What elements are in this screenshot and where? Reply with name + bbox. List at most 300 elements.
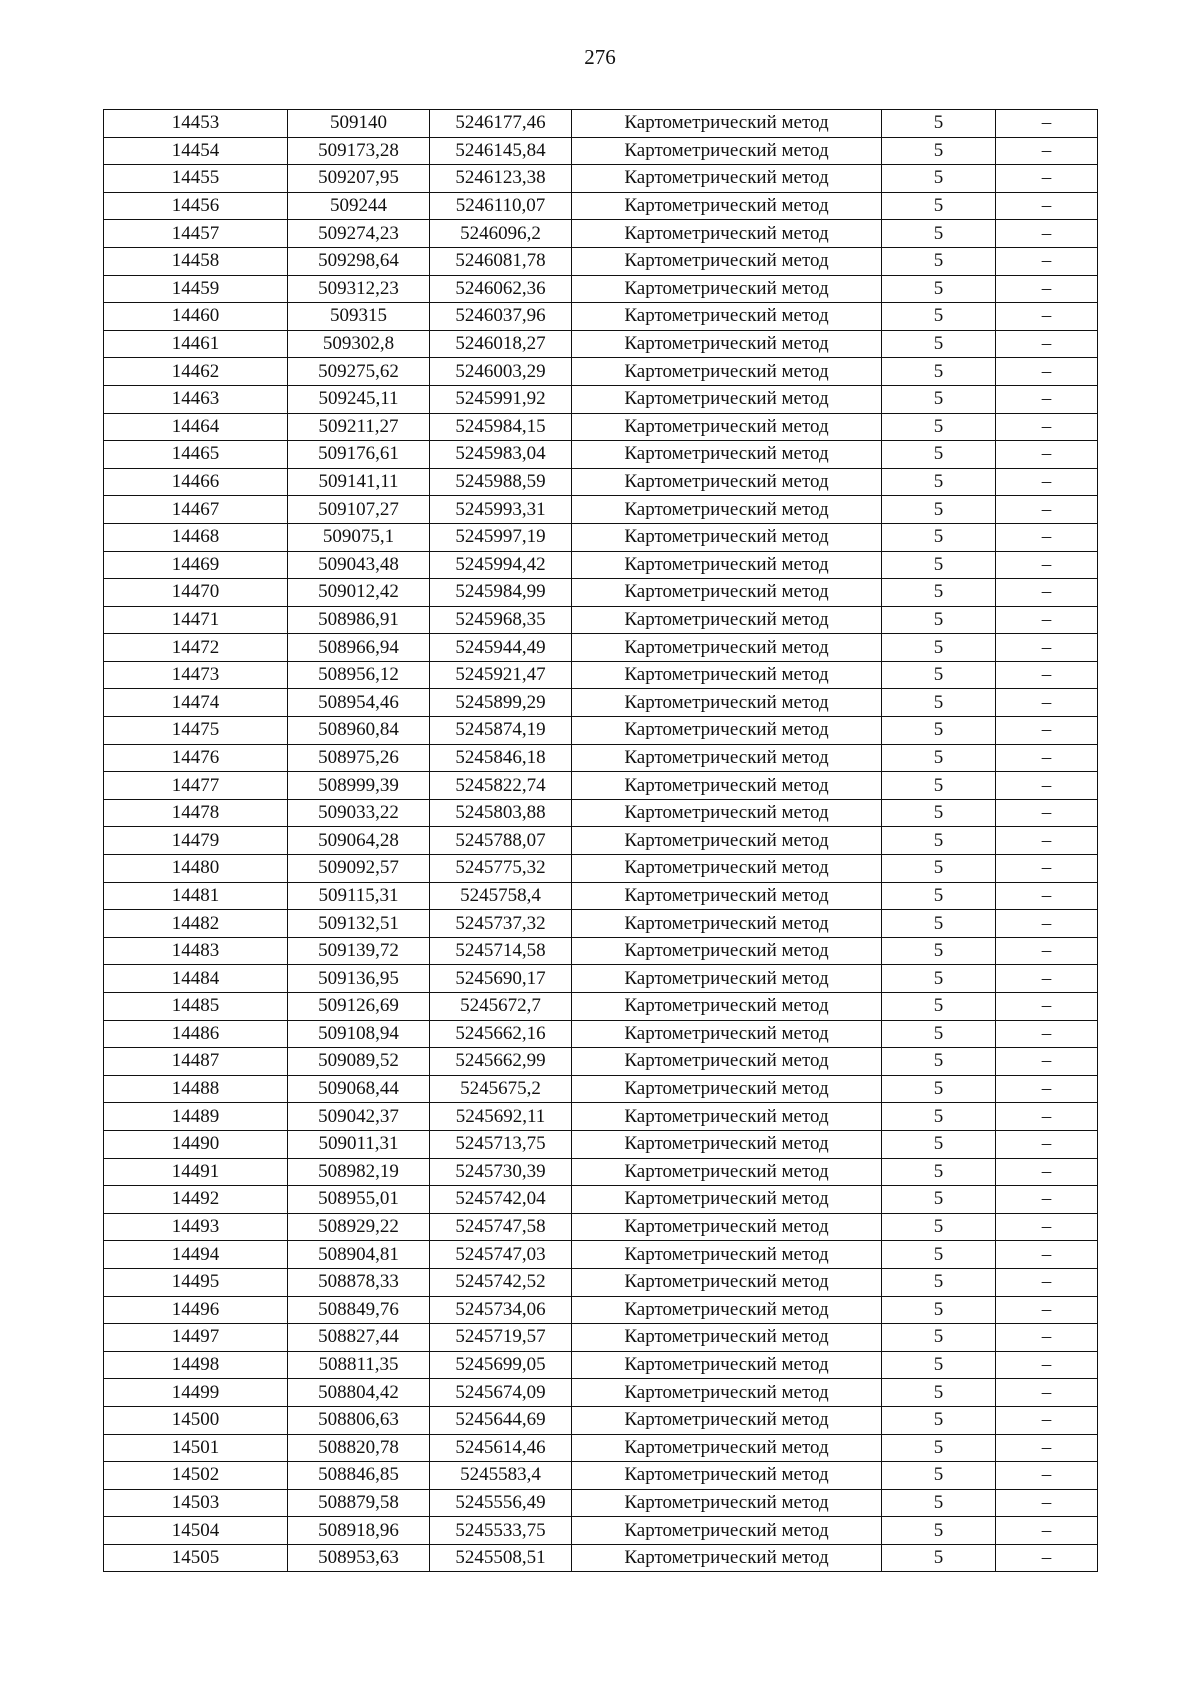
x-coordinate-cell: 508806,63 <box>288 1406 430 1434</box>
method-cell: Картометрический метод <box>572 551 882 579</box>
point-number-cell: 14504 <box>104 1517 288 1545</box>
x-coordinate-cell: 509043,48 <box>288 551 430 579</box>
method-cell: Картометрический метод <box>572 385 882 413</box>
note-cell: – <box>996 965 1098 993</box>
table-row <box>104 1351 1098 1379</box>
table-row <box>104 772 1098 800</box>
accuracy-cell: 5 <box>882 1075 996 1103</box>
table-row <box>104 634 1098 662</box>
method-cell: Картометрический метод <box>572 1213 882 1241</box>
x-coordinate-cell: 509211,27 <box>288 413 430 441</box>
table-row <box>104 110 1098 138</box>
note-cell: – <box>996 303 1098 331</box>
point-number-cell: 14487 <box>104 1048 288 1076</box>
y-coordinate-cell: 5245730,39 <box>430 1158 572 1186</box>
y-coordinate-cell: 5245788,07 <box>430 827 572 855</box>
table-row <box>104 1324 1098 1352</box>
table-row <box>104 385 1098 413</box>
note-cell: – <box>996 110 1098 138</box>
accuracy-cell: 5 <box>882 882 996 910</box>
method-cell: Картометрический метод <box>572 1489 882 1517</box>
table-row <box>104 413 1098 441</box>
method-cell: Картометрический метод <box>572 1186 882 1214</box>
point-number-cell: 14476 <box>104 744 288 772</box>
table-row <box>104 910 1098 938</box>
table-row <box>104 661 1098 689</box>
method-cell: Картометрический метод <box>572 689 882 717</box>
method-cell: Картометрический метод <box>572 1462 882 1490</box>
note-cell: – <box>996 1075 1098 1103</box>
table-row <box>104 689 1098 717</box>
method-cell: Картометрический метод <box>572 1103 882 1131</box>
y-coordinate-cell: 5245993,31 <box>430 496 572 524</box>
x-coordinate-cell: 508954,46 <box>288 689 430 717</box>
x-coordinate-cell: 509136,95 <box>288 965 430 993</box>
y-coordinate-cell: 5245983,04 <box>430 441 572 469</box>
table-row <box>104 137 1098 165</box>
accuracy-cell: 5 <box>882 1268 996 1296</box>
x-coordinate-cell: 508820,78 <box>288 1434 430 1462</box>
note-cell: – <box>996 606 1098 634</box>
x-coordinate-cell: 508982,19 <box>288 1158 430 1186</box>
accuracy-cell: 5 <box>882 413 996 441</box>
y-coordinate-cell: 5246177,46 <box>430 110 572 138</box>
note-cell: – <box>996 137 1098 165</box>
x-coordinate-cell: 508846,85 <box>288 1462 430 1490</box>
method-cell: Картометрический метод <box>572 965 882 993</box>
x-coordinate-cell: 509245,11 <box>288 385 430 413</box>
point-number-cell: 14463 <box>104 385 288 413</box>
x-coordinate-cell: 509033,22 <box>288 799 430 827</box>
x-coordinate-cell: 508849,76 <box>288 1296 430 1324</box>
point-number-cell: 14466 <box>104 468 288 496</box>
point-number-cell: 14479 <box>104 827 288 855</box>
note-cell: – <box>996 523 1098 551</box>
y-coordinate-cell: 5246062,36 <box>430 275 572 303</box>
point-number-cell: 14498 <box>104 1351 288 1379</box>
method-cell: Картометрический метод <box>572 579 882 607</box>
x-coordinate-cell: 509126,69 <box>288 993 430 1021</box>
note-cell: – <box>996 551 1098 579</box>
x-coordinate-cell: 509075,1 <box>288 523 430 551</box>
y-coordinate-cell: 5245994,42 <box>430 551 572 579</box>
accuracy-cell: 5 <box>882 523 996 551</box>
accuracy-cell: 5 <box>882 1406 996 1434</box>
accuracy-cell: 5 <box>882 579 996 607</box>
y-coordinate-cell: 5246110,07 <box>430 192 572 220</box>
x-coordinate-cell: 508986,91 <box>288 606 430 634</box>
x-coordinate-cell: 509274,23 <box>288 220 430 248</box>
table-row <box>104 1517 1098 1545</box>
accuracy-cell: 5 <box>882 1213 996 1241</box>
point-number-cell: 14480 <box>104 855 288 883</box>
x-coordinate-cell: 508879,58 <box>288 1489 430 1517</box>
note-cell: – <box>996 1324 1098 1352</box>
accuracy-cell: 5 <box>882 1434 996 1462</box>
accuracy-cell: 5 <box>882 385 996 413</box>
accuracy-cell: 5 <box>882 1020 996 1048</box>
accuracy-cell: 5 <box>882 220 996 248</box>
y-coordinate-cell: 5245944,49 <box>430 634 572 662</box>
accuracy-cell: 5 <box>882 1544 996 1572</box>
x-coordinate-cell: 508975,26 <box>288 744 430 772</box>
table-row <box>104 579 1098 607</box>
x-coordinate-cell: 509315 <box>288 303 430 331</box>
note-cell: – <box>996 1434 1098 1462</box>
note-cell: – <box>996 1020 1098 1048</box>
table-row <box>104 1379 1098 1407</box>
coordinates-table-body <box>104 110 1098 1572</box>
point-number-cell: 14470 <box>104 579 288 607</box>
method-cell: Картометрический метод <box>572 1351 882 1379</box>
point-number-cell: 14491 <box>104 1158 288 1186</box>
point-number-cell: 14477 <box>104 772 288 800</box>
y-coordinate-cell: 5245672,7 <box>430 993 572 1021</box>
y-coordinate-cell: 5246018,27 <box>430 330 572 358</box>
point-number-cell: 14497 <box>104 1324 288 1352</box>
table-row <box>104 468 1098 496</box>
note-cell: – <box>996 413 1098 441</box>
accuracy-cell: 5 <box>882 247 996 275</box>
note-cell: – <box>996 579 1098 607</box>
method-cell: Картометрический метод <box>572 110 882 138</box>
accuracy-cell: 5 <box>882 441 996 469</box>
accuracy-cell: 5 <box>882 165 996 193</box>
table-row <box>104 1020 1098 1048</box>
method-cell: Картометрический метод <box>572 165 882 193</box>
note-cell: – <box>996 1544 1098 1572</box>
y-coordinate-cell: 5245822,74 <box>430 772 572 800</box>
accuracy-cell: 5 <box>882 606 996 634</box>
x-coordinate-cell: 508918,96 <box>288 1517 430 1545</box>
accuracy-cell: 5 <box>882 496 996 524</box>
x-coordinate-cell: 509173,28 <box>288 137 430 165</box>
note-cell: – <box>996 855 1098 883</box>
method-cell: Картометрический метод <box>572 993 882 1021</box>
point-number-cell: 14503 <box>104 1489 288 1517</box>
table-row <box>104 1544 1098 1572</box>
point-number-cell: 14458 <box>104 247 288 275</box>
y-coordinate-cell: 5245719,57 <box>430 1324 572 1352</box>
accuracy-cell: 5 <box>882 330 996 358</box>
y-coordinate-cell: 5245968,35 <box>430 606 572 634</box>
x-coordinate-cell: 509068,44 <box>288 1075 430 1103</box>
note-cell: – <box>996 634 1098 662</box>
point-number-cell: 14456 <box>104 192 288 220</box>
point-number-cell: 14469 <box>104 551 288 579</box>
table-row <box>104 937 1098 965</box>
method-cell: Картометрический метод <box>572 882 882 910</box>
accuracy-cell: 5 <box>882 1130 996 1158</box>
x-coordinate-cell: 508878,33 <box>288 1268 430 1296</box>
accuracy-cell: 5 <box>882 689 996 717</box>
table-row <box>104 551 1098 579</box>
note-cell: – <box>996 385 1098 413</box>
x-coordinate-cell: 509140 <box>288 110 430 138</box>
note-cell: – <box>996 1048 1098 1076</box>
y-coordinate-cell: 5245699,05 <box>430 1351 572 1379</box>
x-coordinate-cell: 509207,95 <box>288 165 430 193</box>
y-coordinate-cell: 5245644,69 <box>430 1406 572 1434</box>
point-number-cell: 14453 <box>104 110 288 138</box>
method-cell: Картометрический метод <box>572 1020 882 1048</box>
note-cell: – <box>996 275 1098 303</box>
point-number-cell: 14496 <box>104 1296 288 1324</box>
table-row <box>104 799 1098 827</box>
table-row <box>104 1489 1098 1517</box>
method-cell: Картометрический метод <box>572 717 882 745</box>
y-coordinate-cell: 5246081,78 <box>430 247 572 275</box>
x-coordinate-cell: 509011,31 <box>288 1130 430 1158</box>
x-coordinate-cell: 509012,42 <box>288 579 430 607</box>
table-row <box>104 220 1098 248</box>
accuracy-cell: 5 <box>882 937 996 965</box>
method-cell: Картометрический метод <box>572 1324 882 1352</box>
y-coordinate-cell: 5245674,09 <box>430 1379 572 1407</box>
point-number-cell: 14460 <box>104 303 288 331</box>
y-coordinate-cell: 5246096,2 <box>430 220 572 248</box>
accuracy-cell: 5 <box>882 1296 996 1324</box>
note-cell: – <box>996 661 1098 689</box>
table-row <box>104 606 1098 634</box>
y-coordinate-cell: 5245758,4 <box>430 882 572 910</box>
method-cell: Картометрический метод <box>572 910 882 938</box>
note-cell: – <box>996 910 1098 938</box>
note-cell: – <box>996 192 1098 220</box>
point-number-cell: 14482 <box>104 910 288 938</box>
note-cell: – <box>996 1103 1098 1131</box>
x-coordinate-cell: 509107,27 <box>288 496 430 524</box>
accuracy-cell: 5 <box>882 1158 996 1186</box>
y-coordinate-cell: 5245984,15 <box>430 413 572 441</box>
page-number: 276 <box>584 45 616 69</box>
y-coordinate-cell: 5245713,75 <box>430 1130 572 1158</box>
x-coordinate-cell: 508955,01 <box>288 1186 430 1214</box>
method-cell: Картометрический метод <box>572 1075 882 1103</box>
x-coordinate-cell: 508827,44 <box>288 1324 430 1352</box>
point-number-cell: 14501 <box>104 1434 288 1462</box>
x-coordinate-cell: 509089,52 <box>288 1048 430 1076</box>
table-row <box>104 275 1098 303</box>
x-coordinate-cell: 508811,35 <box>288 1351 430 1379</box>
method-cell: Картометрический метод <box>572 606 882 634</box>
accuracy-cell: 5 <box>882 993 996 1021</box>
accuracy-cell: 5 <box>882 1351 996 1379</box>
y-coordinate-cell: 5245846,18 <box>430 744 572 772</box>
accuracy-cell: 5 <box>882 192 996 220</box>
method-cell: Картометрический метод <box>572 358 882 386</box>
y-coordinate-cell: 5245803,88 <box>430 799 572 827</box>
note-cell: – <box>996 247 1098 275</box>
accuracy-cell: 5 <box>882 1517 996 1545</box>
table-row <box>104 192 1098 220</box>
y-coordinate-cell: 5246145,84 <box>430 137 572 165</box>
point-number-cell: 14467 <box>104 496 288 524</box>
note-cell: – <box>996 358 1098 386</box>
method-cell: Картометрический метод <box>572 1130 882 1158</box>
x-coordinate-cell: 509092,57 <box>288 855 430 883</box>
table-row <box>104 965 1098 993</box>
point-number-cell: 14488 <box>104 1075 288 1103</box>
table-row <box>104 1048 1098 1076</box>
method-cell: Картометрический метод <box>572 468 882 496</box>
point-number-cell: 14499 <box>104 1379 288 1407</box>
note-cell: – <box>996 165 1098 193</box>
y-coordinate-cell: 5245991,92 <box>430 385 572 413</box>
method-cell: Картометрический метод <box>572 413 882 441</box>
method-cell: Картометрический метод <box>572 1406 882 1434</box>
note-cell: – <box>996 1268 1098 1296</box>
y-coordinate-cell: 5245614,46 <box>430 1434 572 1462</box>
method-cell: Картометрический метод <box>572 772 882 800</box>
method-cell: Картометрический метод <box>572 1544 882 1572</box>
point-number-cell: 14468 <box>104 523 288 551</box>
y-coordinate-cell: 5245692,11 <box>430 1103 572 1131</box>
method-cell: Картометрический метод <box>572 247 882 275</box>
point-number-cell: 14472 <box>104 634 288 662</box>
x-coordinate-cell: 509064,28 <box>288 827 430 855</box>
y-coordinate-cell: 5246003,29 <box>430 358 572 386</box>
table-row <box>104 1406 1098 1434</box>
y-coordinate-cell: 5245556,49 <box>430 1489 572 1517</box>
point-number-cell: 14483 <box>104 937 288 965</box>
accuracy-cell: 5 <box>882 1048 996 1076</box>
accuracy-cell: 5 <box>882 358 996 386</box>
x-coordinate-cell: 509298,64 <box>288 247 430 275</box>
table-row <box>104 1186 1098 1214</box>
y-coordinate-cell: 5245874,19 <box>430 717 572 745</box>
method-cell: Картометрический метод <box>572 1158 882 1186</box>
y-coordinate-cell: 5245984,99 <box>430 579 572 607</box>
table-row <box>104 1296 1098 1324</box>
point-number-cell: 14474 <box>104 689 288 717</box>
note-cell: – <box>996 330 1098 358</box>
point-number-cell: 14475 <box>104 717 288 745</box>
method-cell: Картометрический метод <box>572 799 882 827</box>
table-row <box>104 1462 1098 1490</box>
y-coordinate-cell: 5245747,03 <box>430 1241 572 1269</box>
note-cell: – <box>996 496 1098 524</box>
method-cell: Картометрический метод <box>572 1379 882 1407</box>
method-cell: Картометрический метод <box>572 441 882 469</box>
method-cell: Картометрический метод <box>572 827 882 855</box>
table-row <box>104 1158 1098 1186</box>
x-coordinate-cell: 508966,94 <box>288 634 430 662</box>
y-coordinate-cell: 5245508,51 <box>430 1544 572 1572</box>
accuracy-cell: 5 <box>882 1379 996 1407</box>
note-cell: – <box>996 1379 1098 1407</box>
note-cell: – <box>996 1130 1098 1158</box>
note-cell: – <box>996 468 1098 496</box>
method-cell: Картометрический метод <box>572 1517 882 1545</box>
table-row <box>104 1075 1098 1103</box>
accuracy-cell: 5 <box>882 1462 996 1490</box>
table-row <box>104 1130 1098 1158</box>
table-row <box>104 1241 1098 1269</box>
note-cell: – <box>996 717 1098 745</box>
table-row <box>104 496 1098 524</box>
x-coordinate-cell: 508929,22 <box>288 1213 430 1241</box>
y-coordinate-cell: 5245742,04 <box>430 1186 572 1214</box>
y-coordinate-cell: 5245775,32 <box>430 855 572 883</box>
coordinates-table <box>103 109 1098 1572</box>
accuracy-cell: 5 <box>882 910 996 938</box>
note-cell: – <box>996 689 1098 717</box>
table-row <box>104 303 1098 331</box>
y-coordinate-cell: 5245714,58 <box>430 937 572 965</box>
x-coordinate-cell: 509312,23 <box>288 275 430 303</box>
method-cell: Картометрический метод <box>572 1296 882 1324</box>
accuracy-cell: 5 <box>882 275 996 303</box>
y-coordinate-cell: 5245737,32 <box>430 910 572 938</box>
note-cell: – <box>996 441 1098 469</box>
method-cell: Картометрический метод <box>572 1048 882 1076</box>
point-number-cell: 14485 <box>104 993 288 1021</box>
point-number-cell: 14478 <box>104 799 288 827</box>
method-cell: Картометрический метод <box>572 220 882 248</box>
table-row <box>104 165 1098 193</box>
method-cell: Картометрический метод <box>572 137 882 165</box>
accuracy-cell: 5 <box>882 1186 996 1214</box>
point-number-cell: 14495 <box>104 1268 288 1296</box>
note-cell: – <box>996 772 1098 800</box>
note-cell: – <box>996 1406 1098 1434</box>
note-cell: – <box>996 1462 1098 1490</box>
point-number-cell: 14492 <box>104 1186 288 1214</box>
y-coordinate-cell: 5245734,06 <box>430 1296 572 1324</box>
table-row <box>104 827 1098 855</box>
accuracy-cell: 5 <box>882 110 996 138</box>
method-cell: Картометрический метод <box>572 634 882 662</box>
y-coordinate-cell: 5245662,99 <box>430 1048 572 1076</box>
table-row <box>104 744 1098 772</box>
point-number-cell: 14454 <box>104 137 288 165</box>
point-number-cell: 14486 <box>104 1020 288 1048</box>
method-cell: Картометрический метод <box>572 1434 882 1462</box>
accuracy-cell: 5 <box>882 855 996 883</box>
table-row <box>104 358 1098 386</box>
table-row <box>104 1213 1098 1241</box>
point-number-cell: 14461 <box>104 330 288 358</box>
method-cell: Картометрический метод <box>572 855 882 883</box>
method-cell: Картометрический метод <box>572 661 882 689</box>
method-cell: Картометрический метод <box>572 496 882 524</box>
y-coordinate-cell: 5245742,52 <box>430 1268 572 1296</box>
note-cell: – <box>996 1489 1098 1517</box>
y-coordinate-cell: 5245997,19 <box>430 523 572 551</box>
y-coordinate-cell: 5246123,38 <box>430 165 572 193</box>
point-number-cell: 14490 <box>104 1130 288 1158</box>
x-coordinate-cell: 509132,51 <box>288 910 430 938</box>
table-row <box>104 441 1098 469</box>
accuracy-cell: 5 <box>882 634 996 662</box>
point-number-cell: 14500 <box>104 1406 288 1434</box>
accuracy-cell: 5 <box>882 717 996 745</box>
table-row <box>104 882 1098 910</box>
x-coordinate-cell: 508904,81 <box>288 1241 430 1269</box>
accuracy-cell: 5 <box>882 772 996 800</box>
accuracy-cell: 5 <box>882 303 996 331</box>
method-cell: Картометрический метод <box>572 744 882 772</box>
table-row <box>104 855 1098 883</box>
point-number-cell: 14471 <box>104 606 288 634</box>
y-coordinate-cell: 5245583,4 <box>430 1462 572 1490</box>
x-coordinate-cell: 509275,62 <box>288 358 430 386</box>
accuracy-cell: 5 <box>882 799 996 827</box>
method-cell: Картометрический метод <box>572 937 882 965</box>
y-coordinate-cell: 5245747,58 <box>430 1213 572 1241</box>
accuracy-cell: 5 <box>882 1489 996 1517</box>
